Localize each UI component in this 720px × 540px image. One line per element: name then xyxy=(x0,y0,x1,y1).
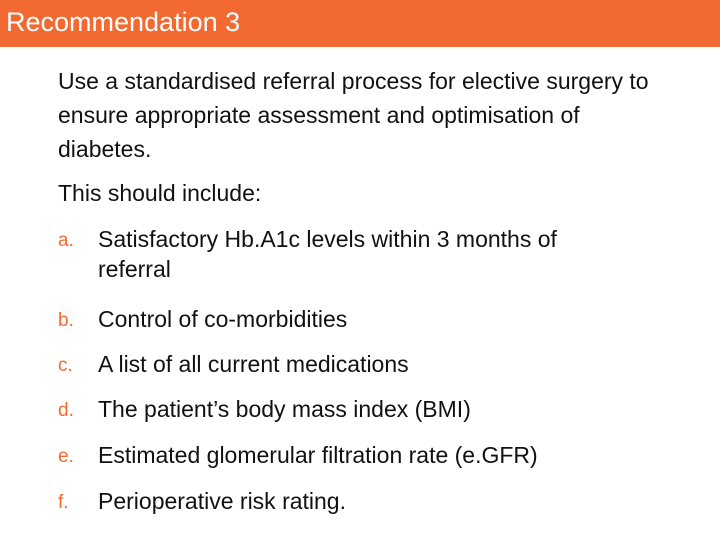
list-marker: b. xyxy=(58,310,74,331)
list-marker: e. xyxy=(58,446,74,467)
list-marker: a. xyxy=(58,230,74,251)
list-item-a xyxy=(58,224,658,284)
list-item-c xyxy=(58,349,658,379)
page-title: Recommendation 3 xyxy=(6,7,241,37)
title-bar xyxy=(0,0,720,47)
intro-paragraph: Use a standardised referral process for elective surgery to ensure appropriate assessment and optimisation of diabetes. xyxy=(58,68,649,162)
list-item-text: A list of all current medications xyxy=(98,351,409,377)
list-item-text: Satisfactory Hb.A1c levels within 3 months of referral xyxy=(98,226,557,282)
list-item-d xyxy=(58,394,658,424)
list-item-b xyxy=(58,304,658,334)
list-item-e xyxy=(58,440,658,470)
list-marker: f. xyxy=(58,492,69,513)
list-item-f xyxy=(58,486,658,516)
list-item-text: Estimated glomerular filtration rate (e.GFR) xyxy=(98,442,538,468)
list-item-text: Control of co-morbidities xyxy=(98,306,348,332)
list-item-text: Perioperative risk rating. xyxy=(98,488,346,514)
slide-content xyxy=(58,64,658,514)
lead-text: This should include: xyxy=(58,180,262,206)
list-marker: c. xyxy=(58,355,73,376)
list-marker: d. xyxy=(58,400,74,421)
list-item-text: The patient’s body mass index (BMI) xyxy=(98,396,471,422)
